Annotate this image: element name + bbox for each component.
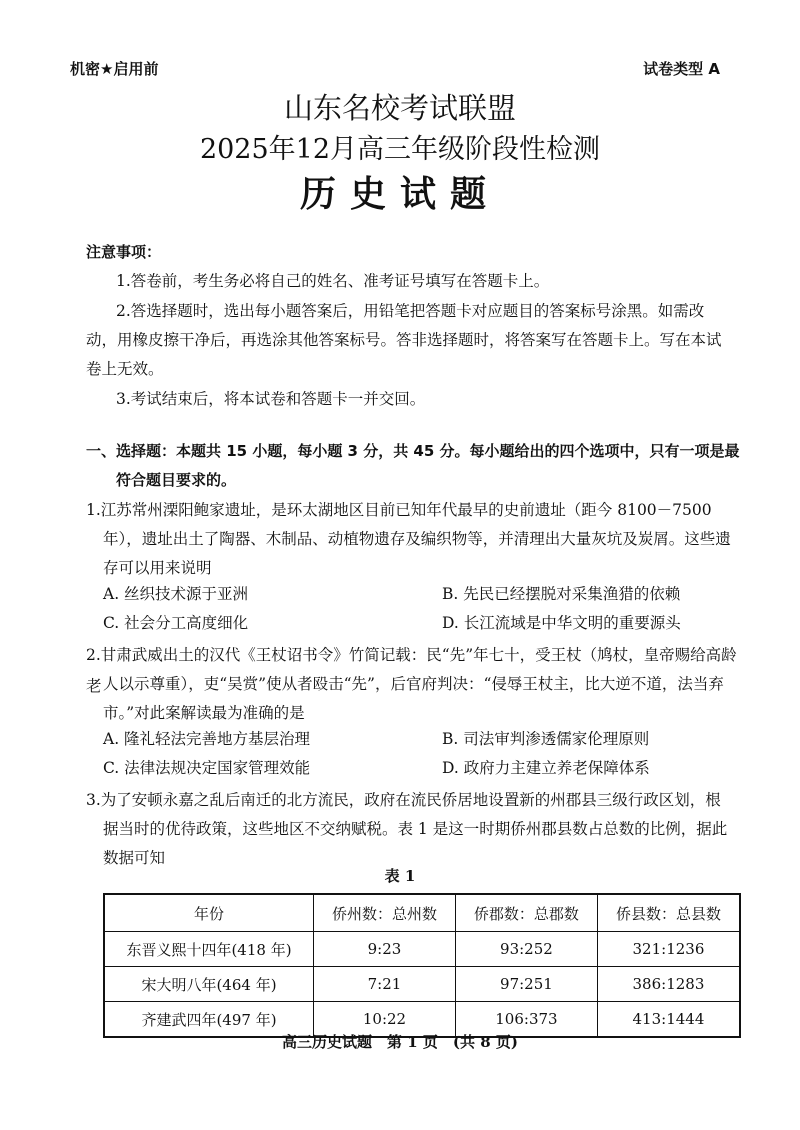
table-cell: 齐建武四年(497 年) [104, 1002, 314, 1038]
table-cell: 321:1236 [597, 932, 740, 967]
question-1-option-d: D. 长江流域是中华文明的重要源头 [442, 614, 681, 632]
question-3-line-3: 数据可知 [103, 849, 166, 867]
section-heading-line-1: 一、选择题：本题共 15 小题，每小题 3 分，共 45 分。每小题给出的四个选项中，只有一项是最 [86, 442, 740, 460]
table-header-cell: 侨郡数：总郡数 [455, 894, 597, 932]
notice-item-3: 3.考试结束后，将本试卷和答题卡一并交回。 [116, 390, 426, 408]
subject-title: 历史试题 [299, 173, 500, 215]
confidential-label: 机密★启用前 [70, 60, 159, 78]
table-cell: 413:1444 [597, 1002, 740, 1038]
question-2-option-a: A. 隆礼轻法完善地方基层治理 [103, 730, 311, 748]
question-1-line-3: 存可以用来说明 [103, 559, 212, 577]
table-caption: 表 1 [384, 867, 416, 885]
question-1-line-2: 年），遗址出土了陶器、木制品、动植物遗存及编织物等，并清理出大量灰坑及炭屑。这些遗 [103, 530, 731, 548]
table-cell: 386:1283 [597, 967, 740, 1002]
table-cell: 7:21 [314, 967, 456, 1002]
question-3-line-1: 3.为了安顿永嘉之乱后南迁的北方流民，政府在流民侨居地设置新的州郡县三级行政区划，根 [86, 791, 721, 809]
exam-alliance-title: 山东名校考试联盟 [283, 91, 516, 125]
question-2-line-3: 市。”对此案解读最为准确的是 [103, 704, 305, 722]
paper-type-label: 试卷类型 A [643, 60, 720, 78]
notice-item-2-line-3: 卷上无效。 [86, 360, 164, 378]
notice-item-2-line-2: 动，用橡皮擦干净后，再选涂其他答案标号。答非选择题时，将答案写在答题卡上。写在本试 [86, 331, 722, 349]
table-cell: 宋大明八年(464 年) [104, 967, 314, 1002]
table-header-cell: 侨州数：总州数 [314, 894, 456, 932]
notice-heading: 注意事项： [86, 243, 162, 261]
question-2-line-1: 2.甘肃武威出土的汉代《王杖诏书令》竹简记载：民“先”年七十，受王杖（鸠杖，皇帝赐给高龄老 [86, 646, 737, 695]
table-header-cell: 侨县数：总县数 [597, 894, 740, 932]
question-3-line-2: 据当时的优待政策，这些地区不交纳赋税。表 1 是这一时期侨州郡县数占总数的比例，据此 [103, 820, 728, 838]
table-cell: 93:252 [455, 932, 597, 967]
question-1-option-b: B. 先民已经摆脱对采集渔猎的依赖 [442, 585, 681, 603]
table-cell: 9:23 [314, 932, 456, 967]
table-cell: 97:251 [455, 967, 597, 1002]
question-1-option-a: A. 丝织技术源于亚洲 [103, 585, 249, 603]
question-2-line-2: 人以示尊重），吏“吴赏”使从者殴击“先”，后官府判决：“侵辱王杖主，比大逆不道，法当弃 [103, 675, 724, 693]
question-2-option-d: D. 政府力主建立养老保障体系 [442, 759, 650, 777]
data-table [103, 893, 741, 1038]
question-2-option-c: C. 法律法规决定国家管理效能 [103, 759, 311, 777]
question-1-line-1: 1.江苏常州溧阳鲍家遗址，是环太湖地区目前已知年代最早的史前遗址（距今 8100－7500 [86, 501, 712, 519]
table-cell: 东晋义熙十四年(418 年) [104, 932, 314, 967]
question-2-option-b: B. 司法审判渗透儒家伦理原则 [442, 730, 650, 748]
table-cell: 10:22 [314, 1002, 456, 1038]
table-row [104, 932, 740, 967]
notice-item-1: 1.答卷前，考生务必将自己的姓名、准考证号填写在答题卡上。 [116, 272, 550, 290]
notice-item-2-line-1: 2.答选择题时，选出每小题答案后，用铅笔把答题卡对应题目的答案标号涂黑。如需改 [116, 302, 705, 320]
table-header-cell: 年份 [104, 894, 314, 932]
page-footer: 高三历史试题 第 1 页 (共 8 页) [282, 1033, 518, 1051]
table-row [104, 967, 740, 1002]
section-heading-line-2: 符合题目要求的。 [116, 471, 237, 489]
table-header-row [104, 894, 740, 932]
exam-date-title: 2025年12月高三年级阶段性检测 [199, 134, 601, 165]
question-1-option-c: C. 社会分工高度细化 [103, 614, 249, 632]
table-cell: 106:373 [455, 1002, 597, 1038]
